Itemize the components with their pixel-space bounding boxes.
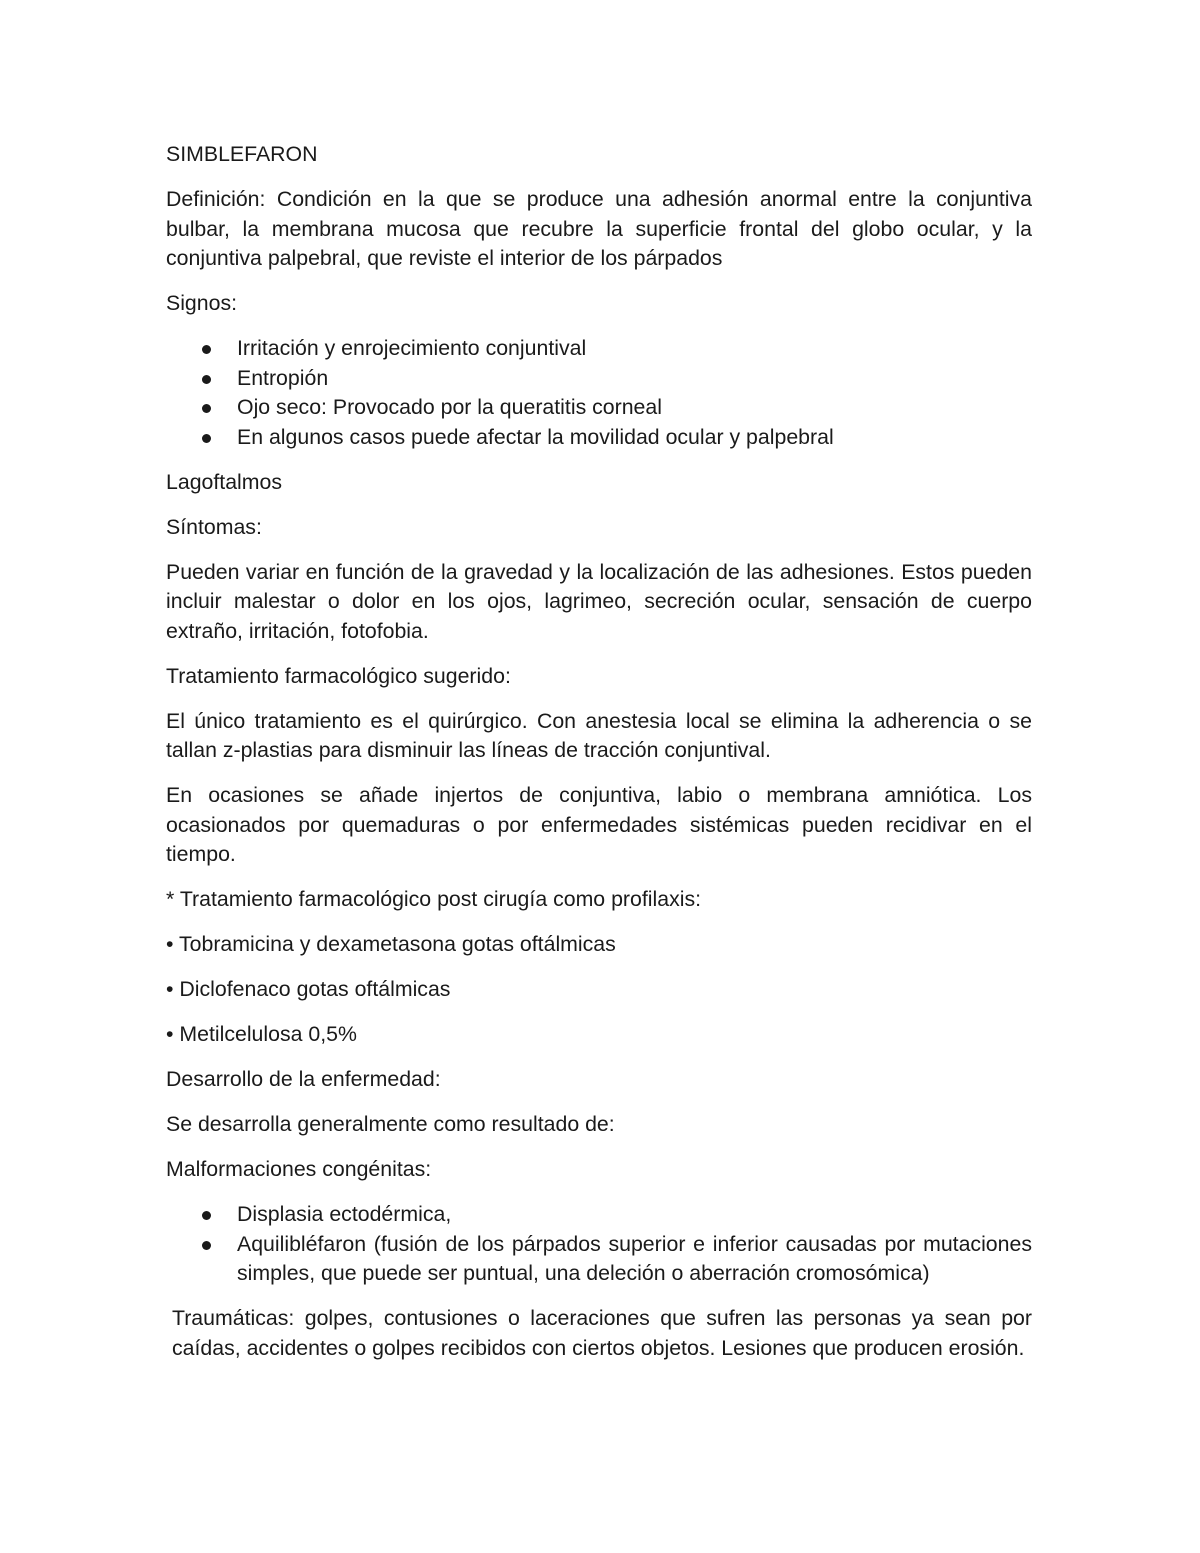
malformations-heading: Malformaciones congénitas:: [166, 1157, 432, 1181]
bullet-icon: [202, 434, 211, 443]
treatment-paragraph-2: En ocasiones se añade injertos de conjuntiva, labio o membrana amniótica. Los ocasionados por quemaduras o por enfermedades sistémicas pueden recidivar en el tiempo.: [166, 783, 1032, 866]
document-page: [166, 140, 1032, 1379]
bullet-icon: [202, 404, 211, 413]
development-intro: Se desarrolla generalmente como resultado de:: [166, 1112, 615, 1136]
sign-text: Irritación y enrojecimiento conjuntival: [237, 336, 587, 360]
lagoftalmos-label: Lagoftalmos: [166, 469, 283, 494]
symptoms-heading: Síntomas:: [166, 514, 262, 539]
list-item: [166, 393, 1032, 423]
definition-paragraph: Definición: Condición en la que se produce una adhesión anormal entre la conjuntiva bulbar, la membrana mucosa que recubre la superficie frontal del globo ocular, y la conjuntiva palpebral, que reviste el interior de los párpados: [166, 187, 1032, 270]
bullet-icon: [202, 1211, 211, 1220]
malformation-text: Displasia ectodérmica,: [237, 1202, 452, 1226]
document-title: SIMBLEFARON: [166, 142, 318, 166]
list-item: [166, 334, 1032, 364]
symptoms-paragraph: Pueden variar en función de la gravedad y la localización de las adhesiones. Estos pueden incluir malestar o dolor en los ojos, lagrimeo, secreción ocular, sensación de cuerpo extraño, irritación, fotofobia.: [166, 559, 1032, 643]
signs-list: [166, 334, 1032, 452]
development-heading: Desarrollo de la enfermedad:: [166, 1067, 441, 1091]
treatment-heading: Tratamiento farmacológico sugerido:: [166, 663, 511, 688]
post-surgery-item: • Metilcelulosa 0,5%: [166, 1022, 357, 1046]
bullet-icon: [202, 1241, 211, 1250]
post-surgery-item: • Diclofenaco gotas oftálmicas: [166, 977, 451, 1001]
treatment-paragraph-1: El único tratamiento es el quirúrgico. Con anestesia local se elimina la adherencia o se tallan z-plastias para disminuir las líneas de tracción conjuntival.: [166, 708, 1032, 762]
traumatic-paragraph: Traumáticas: golpes, contusiones o laceraciones que sufren las personas ya sean por caídas, accidentes o golpes recibidos con ciertos objetos. Lesiones que producen erosión.: [172, 1306, 1032, 1360]
list-item: [166, 423, 1032, 453]
list-item: [166, 1200, 1032, 1230]
list-item: [166, 1230, 1032, 1289]
sign-text: Ojo seco: Provocado por la queratitis corneal: [237, 395, 662, 419]
signs-heading: Signos:: [166, 291, 238, 315]
malformation-text: Aquilibléfaron (fusión de los párpados superior e inferior causadas por mutaciones simples, que puede ser puntual, una deleción o aberración cromosómica): [237, 1231, 1032, 1285]
sign-text: Entropión: [237, 365, 329, 390]
sign-text: En algunos casos puede afectar la movilidad ocular y palpebral: [237, 424, 834, 449]
post-surgery-item: • Tobramicina y dexametasona gotas oftálmicas: [166, 932, 616, 956]
post-surgery-heading: * Tratamiento farmacológico post cirugía como profilaxis:: [166, 887, 702, 911]
bullet-icon: [202, 375, 211, 384]
malformations-list: [166, 1200, 1032, 1289]
bullet-icon: [202, 345, 211, 354]
list-item: [166, 364, 1032, 394]
